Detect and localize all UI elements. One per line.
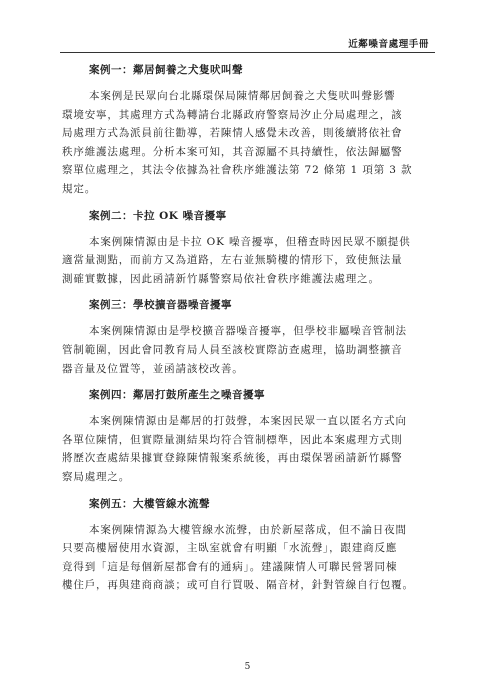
body-line: 環境安寧，其處理方式為轉請台北縣政府警察局汐止分局處理之，該	[62, 108, 403, 121]
body-line: 察單位處理之，其法令依據為社會秩序維護法第 72 條第 1 項第 3 款	[62, 164, 413, 177]
body-line: 秩序維護法處理。分析本案可知，其音源屬不具持續性，依法歸屬警	[62, 145, 403, 158]
case-section	[62, 208, 433, 289]
case-heading: 案例三：學校擴音器噪音擾寧	[89, 299, 232, 312]
body-line: 竟得到「這是每個新屋都會有的通病」。建議陳情人可聯民營署同棟	[62, 560, 398, 573]
body-line: 只要高樓層使用水資源，主臥室就會有明顯「水流聲」，跟建商反應	[62, 542, 398, 555]
body-line: 將歷次查處結果據實登錄陳情報案系統後，再由環保署函請新竹縣警	[62, 452, 403, 465]
case-section	[62, 297, 433, 378]
body-line: 樓住戶，再與建商商談；或可自行買吸、隔音材，針對管線自行包覆。	[62, 579, 414, 592]
body-line: 測確實數據，因此函請新竹縣警察局依社會秩序維護法處理之。	[62, 272, 380, 285]
case-body	[62, 412, 433, 486]
body-line: 本案例陳情源由是學校擴音器噪音擾寧，但學校非屬噪音管制法	[89, 325, 407, 338]
case-body	[62, 233, 433, 289]
case-heading: 案例二：卡拉 OK 噪音擾寧	[89, 209, 227, 222]
case-section	[62, 496, 433, 595]
body-line: 適當量測點，而前方又為道路，左右並無騎樓的情形下，致使無法量	[62, 254, 403, 267]
body-line: 本案例陳情源由是鄰居的打鼓聲，本案因民眾一直以匿名方式向	[89, 415, 407, 428]
case-body	[62, 521, 433, 595]
header-rule	[60, 52, 435, 53]
body-line: 各單位陳情，但實際量測結果均符合管制標準，因此本案處理方式則	[62, 433, 403, 446]
document-content	[62, 62, 433, 604]
case-body	[62, 87, 433, 199]
case-heading: 案例四：鄰居打鼓所產生之噪音擾寧	[89, 389, 265, 402]
page-number: 5	[244, 662, 251, 672]
header-title: 近鄰噪音處理手冊	[348, 39, 429, 50]
case-section	[62, 387, 433, 486]
body-line: 器音量及位置等，並函請該校改善。	[62, 362, 244, 375]
case-heading: 案例一：鄰居飼養之犬隻吠叫聲	[89, 64, 243, 76]
case-heading: 案例五：大樓管線水流聲	[89, 497, 210, 510]
case-body	[62, 322, 433, 378]
body-line: 察局處理之。	[62, 470, 131, 483]
body-line: 規定。	[62, 182, 97, 195]
body-line: 管制範圍，因此會同教育局人員至該校實際訪查處理，協助調整擴音	[62, 343, 403, 356]
body-line: 本案例陳情源為大樓管線水流聲，由於新屋落成，但不論日夜間	[89, 523, 407, 536]
case-section	[62, 62, 433, 199]
body-line: 本案例陳情源由是卡拉 OK 噪音擾寧，但稽查時因民眾不願提供	[89, 235, 411, 248]
body-line: 局處理方式為派員前往勸導，若陳情人感覺未改善，則後續將依社會	[62, 127, 403, 140]
body-line: 本案例是民眾向台北縣環保局陳情鄰居飼養之犬隻吠叫聲影響	[89, 90, 396, 102]
